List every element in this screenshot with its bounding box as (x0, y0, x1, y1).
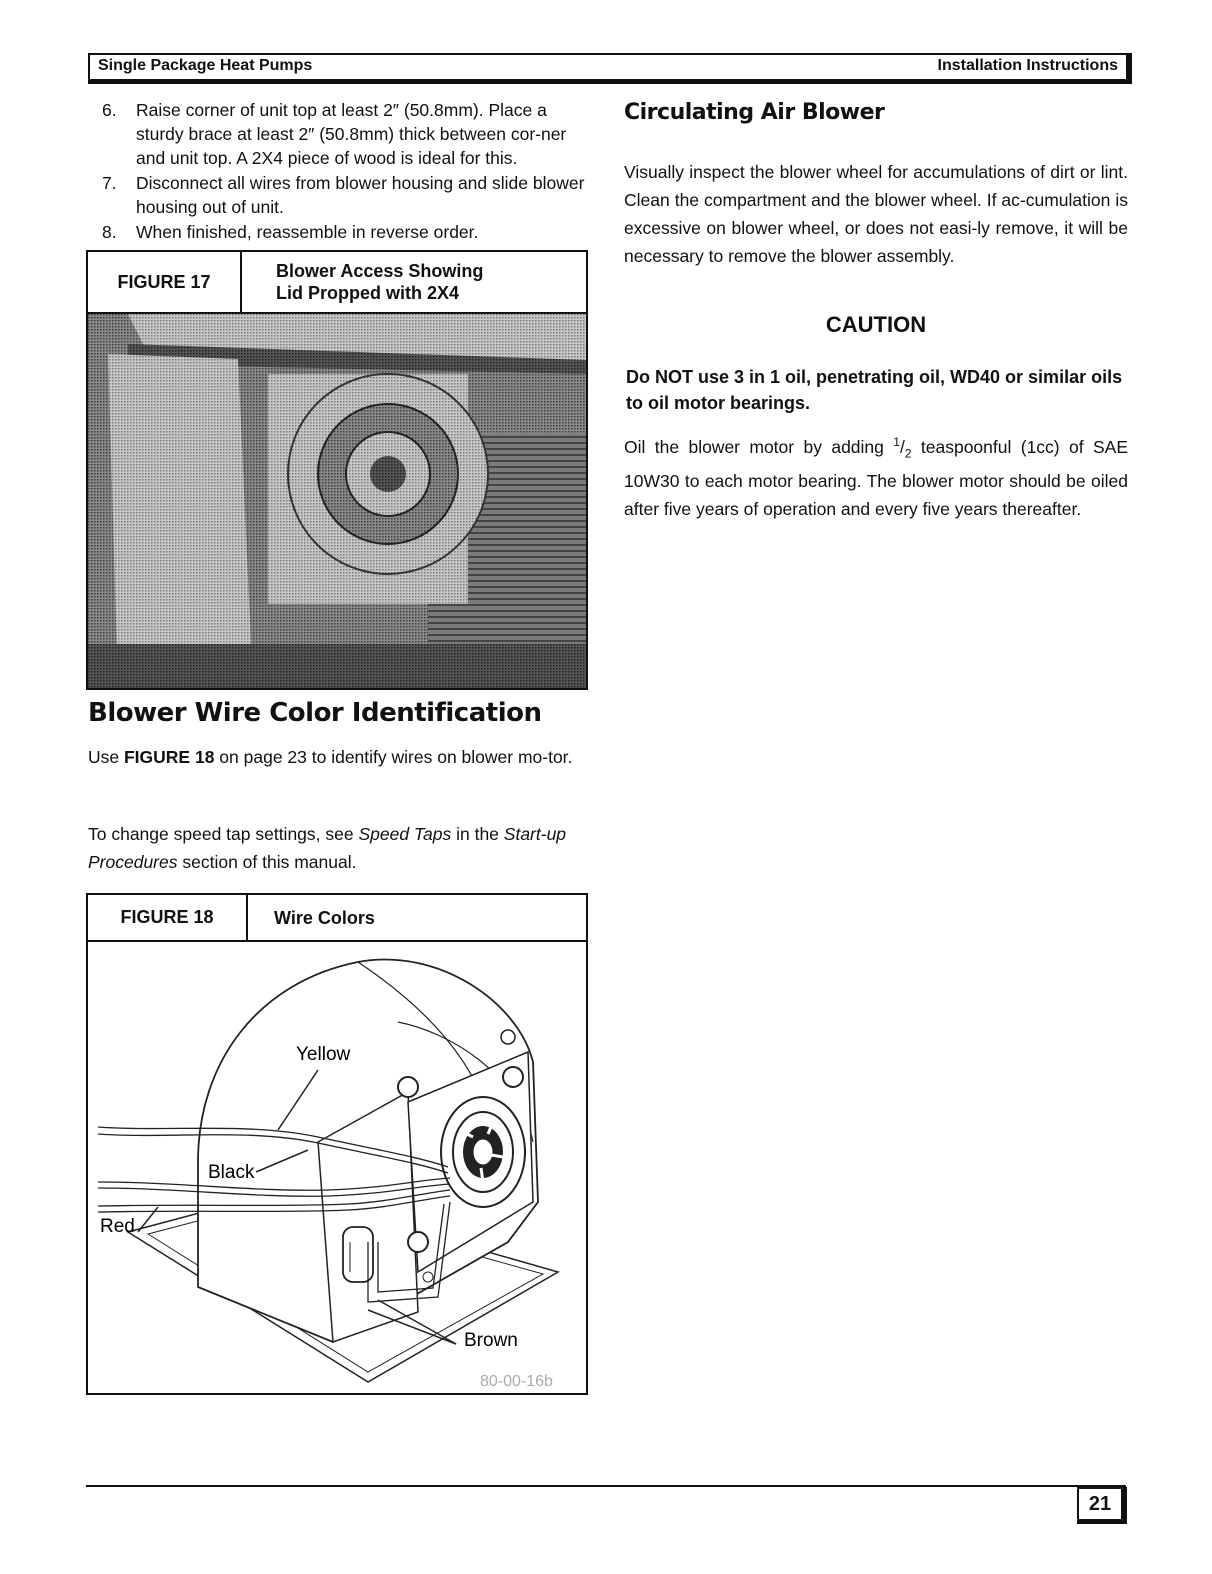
step-text: Raise corner of unit top at least 2″ (50.8mm). Place a sturdy brace at least 2″ (50.8mm) thick between cor-ner and unit top. A 2X4 piece of wood is ideal for this. (136, 100, 567, 168)
text-segment: Oil the blower motor by adding (624, 436, 894, 457)
step-7 (96, 171, 590, 219)
text-segment: in the (451, 824, 504, 844)
page-number: 21 (1077, 1487, 1127, 1524)
oil-instructions: Oil the blower motor by adding $^1/_2$ teaspoonful (1cc) of SAE 10W30 to each motor bearing. The blower motor should be oiled after five years of operation and every five years thereafter. (624, 435, 1128, 520)
blower-wire-heading: Blower Wire Color Identification (88, 698, 542, 728)
step-6 (96, 98, 590, 170)
figure-17-title (242, 252, 586, 312)
blower-access-photo (88, 314, 586, 688)
figure-17-header (88, 252, 586, 314)
blower-wire-paragraph-1 (88, 743, 588, 771)
footer-rule (86, 1485, 1126, 1487)
figure-18-title-text: Wire Colors (274, 907, 375, 928)
motor (441, 1097, 525, 1207)
label-yellow: Yellow (296, 1044, 351, 1065)
label-red: Red (100, 1216, 135, 1237)
step-number: 8. (102, 222, 117, 242)
caution-warning: Do NOT use 3 in 1 oil, penetrating oil, WD40 or similar oils to oil motor bearings. (626, 367, 1123, 413)
caution-heading: CAUTION (825, 312, 927, 337)
blower-wire-paragraph-2 (88, 820, 588, 876)
step-8 (96, 220, 590, 244)
fraction-denominator: 2 (904, 446, 912, 461)
figure-17 (86, 250, 588, 690)
text-segment: Use (88, 747, 124, 767)
header-left-title: Single Package Heat Pumps (98, 57, 313, 74)
step-text: When finished, reassemble in reverse order. (136, 222, 479, 242)
blower-wire-diagram (88, 942, 586, 1393)
figure-18-label: FIGURE 18 (88, 895, 248, 940)
circulating-paragraph: Visually inspect the blower wheel for accumulations of dirt or lint. Clean the compartment and the blower wheel. If ac-cumulation is excessive on blower wheel, or does not easi-ly remove, it will be necessary to remove the blower assembly. (624, 162, 1128, 266)
label-brown: Brown (464, 1330, 518, 1351)
step-number: 7. (102, 173, 117, 193)
figure-17-title-line2: Lid Propped with 2X4 (276, 283, 460, 303)
label-black: Black (208, 1162, 255, 1183)
text-segment: section of this manual. (177, 852, 357, 872)
header-right-title: Installation Instructions (937, 57, 1118, 74)
figure-18-header (88, 895, 586, 942)
text-segment: To change speed tap settings, see (88, 824, 359, 844)
diagram-code: 80-00-16b (480, 1373, 553, 1390)
speed-taps-reference: Speed Taps (358, 824, 452, 844)
figure-17-title-line1: Blower Access Showing (276, 261, 484, 281)
page-header (88, 53, 1132, 84)
fraction-numerator: 1 (893, 435, 900, 449)
startup-procedures-reference: Start-up Procedures (88, 824, 567, 872)
figure-reference: FIGURE 18 (123, 747, 215, 767)
step-number: 6. (102, 100, 117, 120)
circulating-heading: Circulating Air Blower (624, 100, 885, 125)
step-text: Disconnect all wires from blower housing and slide blower housing out of unit. (136, 173, 585, 217)
text-segment: on page 23 to identify wires on blower mo-tor. (214, 747, 573, 767)
text-segment: teaspoonful (1cc) of SAE 10W30 to each motor bearing. The blower motor should be oiled after five years of operation and every five years thereafter. (624, 436, 1128, 520)
figure-18 (86, 893, 588, 1395)
figure-18-title (248, 895, 586, 940)
figure-17-label: FIGURE 17 (88, 252, 242, 312)
steps-list (96, 98, 590, 244)
